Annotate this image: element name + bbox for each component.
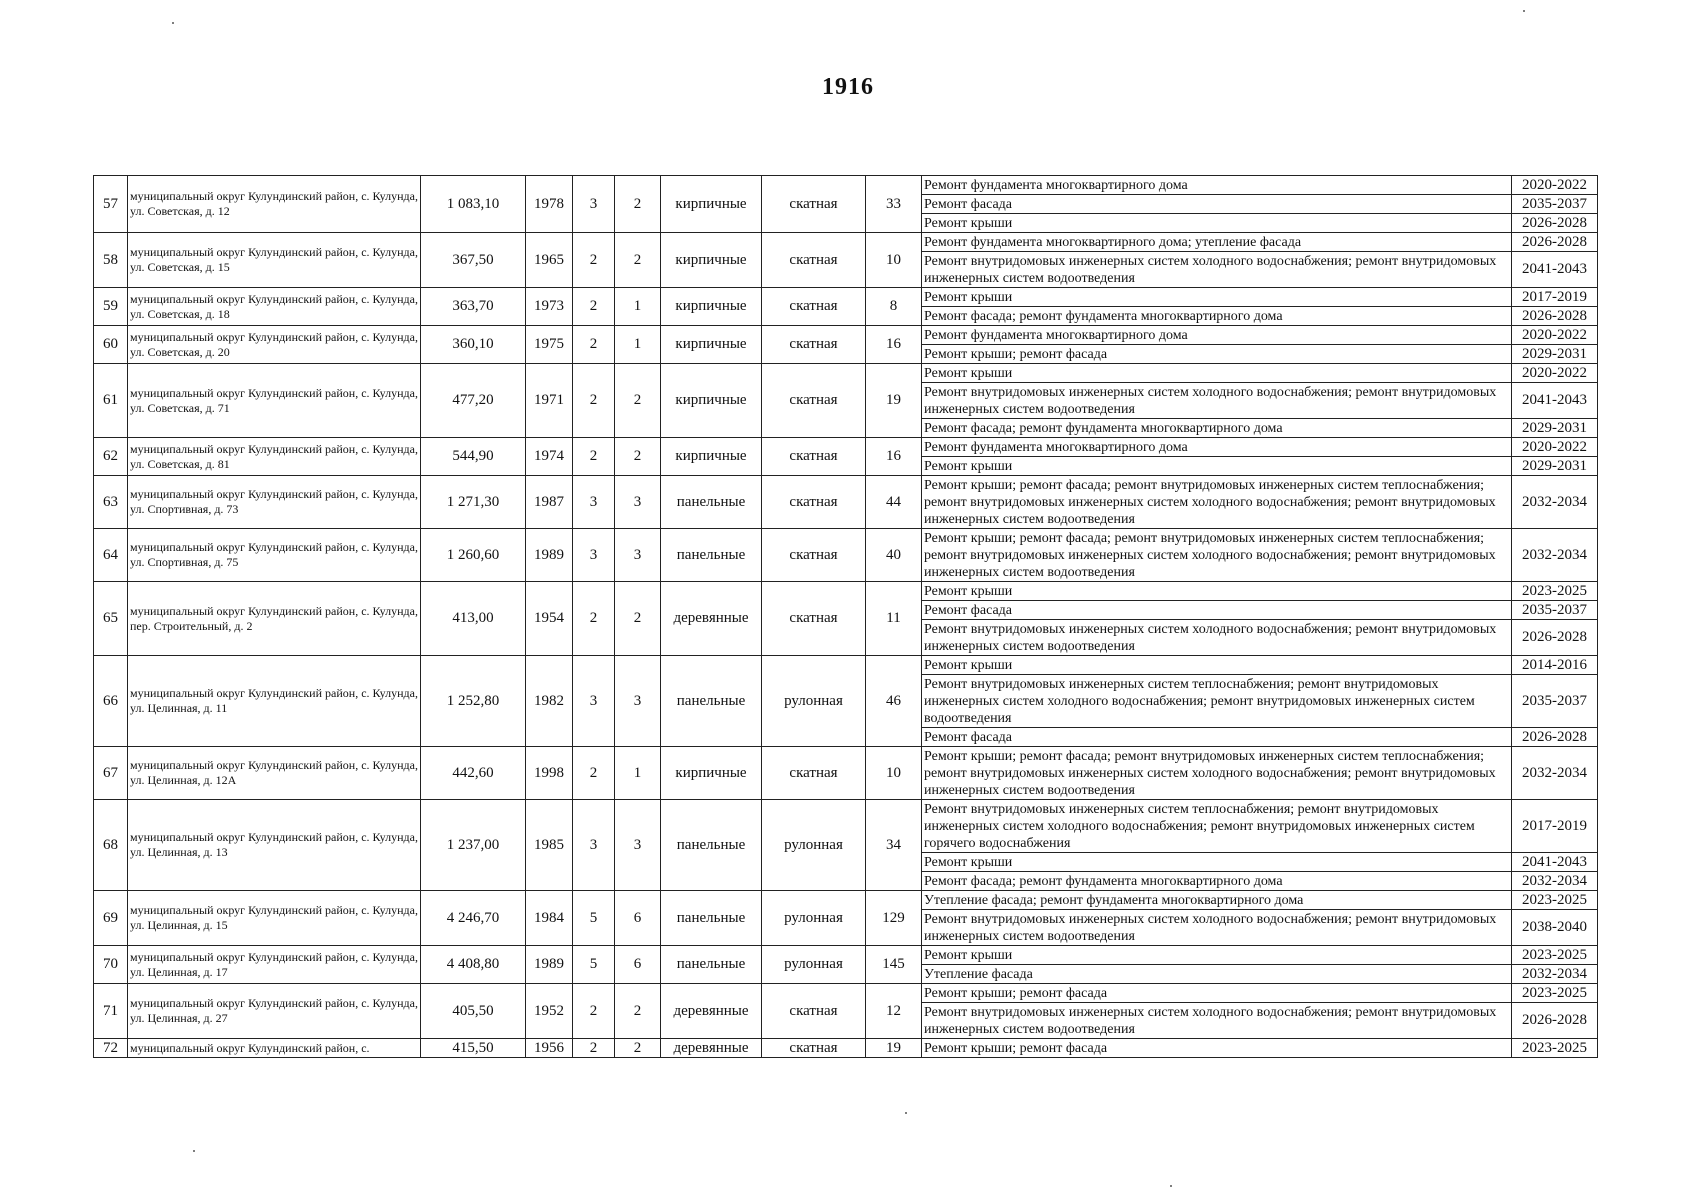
year-cell: 1965 — [526, 233, 573, 288]
roof-cell: скатная — [762, 476, 866, 529]
floors-cell: 3 — [573, 476, 615, 529]
period-cell: 2026-2028 — [1512, 307, 1598, 326]
table-row — [94, 891, 1598, 910]
row-number: 71 — [94, 984, 128, 1039]
roof-cell: скатная — [762, 984, 866, 1039]
walls-cell: кирпичные — [661, 747, 762, 800]
area-cell: 363,70 — [421, 288, 526, 326]
row-number: 67 — [94, 747, 128, 800]
entrances-cell: 6 — [615, 891, 661, 946]
roof-cell: скатная — [762, 288, 866, 326]
row-number: 65 — [94, 582, 128, 656]
work-type-cell: Ремонт крыши; ремонт фасада — [922, 1039, 1512, 1058]
period-cell: 2023-2025 — [1512, 946, 1598, 965]
year-cell: 1956 — [526, 1039, 573, 1058]
scan-speck — [1170, 1185, 1172, 1187]
row-number: 70 — [94, 946, 128, 984]
address-cell: муниципальный округ Кулундинский район, с. Кулунда, ул. Советская, д. 12 — [128, 176, 421, 233]
period-cell: 2023-2025 — [1512, 1039, 1598, 1058]
roof-cell: скатная — [762, 529, 866, 582]
scan-speck — [1523, 10, 1525, 12]
period-cell: 2023-2025 — [1512, 891, 1598, 910]
count-cell: 33 — [866, 176, 922, 233]
work-type-cell: Ремонт крыши — [922, 946, 1512, 965]
year-cell: 1982 — [526, 656, 573, 747]
area-cell: 442,60 — [421, 747, 526, 800]
period-cell: 2041-2043 — [1512, 853, 1598, 872]
entrances-cell: 1 — [615, 747, 661, 800]
work-type-cell: Ремонт фасада — [922, 601, 1512, 620]
floors-cell: 3 — [573, 529, 615, 582]
table-row — [94, 326, 1598, 345]
table-row — [94, 582, 1598, 601]
entrances-cell: 2 — [615, 364, 661, 438]
count-cell: 19 — [866, 1039, 922, 1058]
work-type-cell: Ремонт внутридомовых инженерных систем холодного водоснабжения; ремонт внутридомовых инженерных систем водоотведения — [922, 910, 1512, 946]
period-cell: 2029-2031 — [1512, 419, 1598, 438]
entrances-cell: 2 — [615, 1039, 661, 1058]
area-cell: 1 260,60 — [421, 529, 526, 582]
period-cell: 2026-2028 — [1512, 620, 1598, 656]
roof-cell: скатная — [762, 438, 866, 476]
work-type-cell: Ремонт крыши — [922, 214, 1512, 233]
address-cell: муниципальный округ Кулундинский район, с. Кулунда, ул. Целинная, д. 17 — [128, 946, 421, 984]
area-cell: 4 246,70 — [421, 891, 526, 946]
period-cell: 2032-2034 — [1512, 747, 1598, 800]
address-cell: муниципальный округ Кулундинский район, с. Кулунда, ул. Целинная, д. 13 — [128, 800, 421, 891]
floors-cell: 2 — [573, 288, 615, 326]
year-cell: 1954 — [526, 582, 573, 656]
floors-cell: 2 — [573, 364, 615, 438]
year-cell: 1952 — [526, 984, 573, 1039]
work-type-cell: Ремонт фундамента многоквартирного дома — [922, 438, 1512, 457]
year-cell: 1987 — [526, 476, 573, 529]
table-row — [94, 288, 1598, 307]
row-number: 72 — [94, 1039, 128, 1058]
period-cell: 2041-2043 — [1512, 252, 1598, 288]
year-cell: 1974 — [526, 438, 573, 476]
year-cell: 1971 — [526, 364, 573, 438]
roof-cell: скатная — [762, 747, 866, 800]
area-cell: 544,90 — [421, 438, 526, 476]
roof-cell: скатная — [762, 326, 866, 364]
floors-cell: 3 — [573, 800, 615, 891]
count-cell: 46 — [866, 656, 922, 747]
roof-cell: скатная — [762, 364, 866, 438]
work-type-cell: Ремонт крыши; ремонт фасада; ремонт внутридомовых инженерных систем теплоснабжения; ремонт внутридомовых инженерных систем холодного водоснабжения; ремонт внутридомовых инженерных систем водоотведения — [922, 529, 1512, 582]
address-cell: муниципальный округ Кулундинский район, с. Кулунда, ул. Советская, д. 18 — [128, 288, 421, 326]
walls-cell: кирпичные — [661, 233, 762, 288]
period-cell: 2020-2022 — [1512, 364, 1598, 383]
work-type-cell: Утепление фасада; ремонт фундамента многоквартирного дома — [922, 891, 1512, 910]
year-cell: 1998 — [526, 747, 573, 800]
table-row — [94, 1039, 1598, 1058]
work-type-cell: Ремонт внутридомовых инженерных систем холодного водоснабжения; ремонт внутридомовых инженерных систем водоотведения — [922, 383, 1512, 419]
period-cell: 2026-2028 — [1512, 233, 1598, 252]
work-type-cell: Ремонт внутридомовых инженерных систем теплоснабжения; ремонт внутридомовых инженерных систем холодного водоснабжения; ремонт внутридомовых инженерных систем горячего водоснабжения — [922, 800, 1512, 853]
work-type-cell: Ремонт крыши; ремонт фасада; ремонт внутридомовых инженерных систем теплоснабжения; ремонт внутридомовых инженерных систем холодного водоснабжения; ремонт внутридомовых инженерных систем водоотведения — [922, 476, 1512, 529]
period-cell: 2035-2037 — [1512, 601, 1598, 620]
table-row — [94, 747, 1598, 800]
walls-cell: кирпичные — [661, 288, 762, 326]
address-cell: муниципальный округ Кулундинский район, с. Кулунда, ул. Советская, д. 20 — [128, 326, 421, 364]
walls-cell: деревянные — [661, 1039, 762, 1058]
row-number: 62 — [94, 438, 128, 476]
roof-cell: рулонная — [762, 946, 866, 984]
walls-cell: панельные — [661, 800, 762, 891]
table-row — [94, 176, 1598, 195]
count-cell: 12 — [866, 984, 922, 1039]
roof-cell: скатная — [762, 233, 866, 288]
row-number: 58 — [94, 233, 128, 288]
address-cell: муниципальный округ Кулундинский район, с. Кулунда, ул. Спортивная, д. 75 — [128, 529, 421, 582]
floors-cell: 3 — [573, 656, 615, 747]
row-number: 59 — [94, 288, 128, 326]
area-cell: 1 237,00 — [421, 800, 526, 891]
period-cell: 2020-2022 — [1512, 326, 1598, 345]
period-cell: 2017-2019 — [1512, 288, 1598, 307]
entrances-cell: 1 — [615, 288, 661, 326]
roof-cell: рулонная — [762, 891, 866, 946]
period-cell: 2026-2028 — [1512, 728, 1598, 747]
year-cell: 1973 — [526, 288, 573, 326]
work-type-cell: Ремонт внутридомовых инженерных систем теплоснабжения; ремонт внутридомовых инженерных систем холодного водоснабжения; ремонт внутридомовых инженерных систем водоотведения — [922, 675, 1512, 728]
table-row — [94, 529, 1598, 582]
count-cell: 8 — [866, 288, 922, 326]
floors-cell: 3 — [573, 176, 615, 233]
table-row — [94, 476, 1598, 529]
page-number: 1916 — [822, 74, 874, 100]
work-type-cell: Ремонт внутридомовых инженерных систем холодного водоснабжения; ремонт внутридомовых инженерных систем водоотведения — [922, 1003, 1512, 1039]
period-cell: 2029-2031 — [1512, 457, 1598, 476]
floors-cell: 2 — [573, 326, 615, 364]
period-cell: 2032-2034 — [1512, 965, 1598, 984]
entrances-cell: 2 — [615, 176, 661, 233]
count-cell: 44 — [866, 476, 922, 529]
period-cell: 2026-2028 — [1512, 214, 1598, 233]
period-cell: 2035-2037 — [1512, 195, 1598, 214]
scan-speck — [193, 1150, 195, 1152]
floors-cell: 2 — [573, 233, 615, 288]
work-type-cell: Ремонт крыши — [922, 457, 1512, 476]
roof-cell: скатная — [762, 176, 866, 233]
count-cell: 19 — [866, 364, 922, 438]
year-cell: 1989 — [526, 529, 573, 582]
floors-cell: 2 — [573, 984, 615, 1039]
walls-cell: кирпичные — [661, 326, 762, 364]
address-cell: муниципальный округ Кулундинский район, с. Кулунда, ул. Советская, д. 81 — [128, 438, 421, 476]
table-row — [94, 800, 1598, 853]
floors-cell: 2 — [573, 438, 615, 476]
year-cell: 1984 — [526, 891, 573, 946]
address-cell: муниципальный округ Кулундинский район, с. Кулунда, ул. Советская, д. 15 — [128, 233, 421, 288]
work-type-cell: Ремонт фасада; ремонт фундамента многоквартирного дома — [922, 307, 1512, 326]
year-cell: 1985 — [526, 800, 573, 891]
capital-repair-table — [93, 175, 1598, 1058]
entrances-cell: 3 — [615, 800, 661, 891]
walls-cell: панельные — [661, 529, 762, 582]
roof-cell: рулонная — [762, 656, 866, 747]
walls-cell: деревянные — [661, 984, 762, 1039]
address-cell: муниципальный округ Кулундинский район, с. Кулунда, ул. Целинная, д. 27 — [128, 984, 421, 1039]
period-cell: 2032-2034 — [1512, 872, 1598, 891]
walls-cell: кирпичные — [661, 176, 762, 233]
address-cell: муниципальный округ Кулундинский район, с. Кулунда, пер. Строительный, д. 2 — [128, 582, 421, 656]
walls-cell: кирпичные — [661, 438, 762, 476]
table-row — [94, 233, 1598, 252]
work-type-cell: Ремонт фасада; ремонт фундамента многоквартирного дома — [922, 872, 1512, 891]
floors-cell: 5 — [573, 946, 615, 984]
row-number: 69 — [94, 891, 128, 946]
row-number: 57 — [94, 176, 128, 233]
address-cell: муниципальный округ Кулундинский район, с. Кулунда, ул. Спортивная, д. 73 — [128, 476, 421, 529]
roof-cell: скатная — [762, 1039, 866, 1058]
floors-cell: 5 — [573, 891, 615, 946]
period-cell: 2038-2040 — [1512, 910, 1598, 946]
count-cell: 16 — [866, 326, 922, 364]
area-cell: 405,50 — [421, 984, 526, 1039]
period-cell: 2020-2022 — [1512, 438, 1598, 457]
work-type-cell: Ремонт крыши — [922, 582, 1512, 601]
work-type-cell: Ремонт крыши; ремонт фасада; ремонт внутридомовых инженерных систем теплоснабжения; ремонт внутридомовых инженерных систем холодного водоснабжения; ремонт внутридомовых инженерных систем водоотведения — [922, 747, 1512, 800]
year-cell: 1989 — [526, 946, 573, 984]
year-cell: 1975 — [526, 326, 573, 364]
walls-cell: кирпичные — [661, 364, 762, 438]
area-cell: 477,20 — [421, 364, 526, 438]
work-type-cell: Ремонт фундамента многоквартирного дома; утепление фасада — [922, 233, 1512, 252]
area-cell: 1 083,10 — [421, 176, 526, 233]
entrances-cell: 3 — [615, 656, 661, 747]
period-cell: 2023-2025 — [1512, 984, 1598, 1003]
address-cell: муниципальный округ Кулундинский район, с. Кулунда, ул. Целинная, д. 15 — [128, 891, 421, 946]
row-number: 66 — [94, 656, 128, 747]
entrances-cell: 2 — [615, 984, 661, 1039]
address-cell: муниципальный округ Кулундинский район, с. — [128, 1039, 421, 1058]
row-number: 63 — [94, 476, 128, 529]
walls-cell: панельные — [661, 476, 762, 529]
floors-cell: 2 — [573, 747, 615, 800]
period-cell: 2032-2034 — [1512, 529, 1598, 582]
entrances-cell: 6 — [615, 946, 661, 984]
table-row — [94, 438, 1598, 457]
period-cell: 2041-2043 — [1512, 383, 1598, 419]
work-type-cell: Ремонт крыши; ремонт фасада — [922, 984, 1512, 1003]
row-number: 68 — [94, 800, 128, 891]
area-cell: 4 408,80 — [421, 946, 526, 984]
period-cell: 2026-2028 — [1512, 1003, 1598, 1039]
work-type-cell: Ремонт крыши — [922, 364, 1512, 383]
entrances-cell: 1 — [615, 326, 661, 364]
work-type-cell: Ремонт фундамента многоквартирного дома — [922, 326, 1512, 345]
count-cell: 16 — [866, 438, 922, 476]
period-cell: 2032-2034 — [1512, 476, 1598, 529]
period-cell: 2035-2037 — [1512, 675, 1598, 728]
walls-cell: панельные — [661, 946, 762, 984]
period-cell: 2023-2025 — [1512, 582, 1598, 601]
address-cell: муниципальный округ Кулундинский район, с. Кулунда, ул. Советская, д. 71 — [128, 364, 421, 438]
area-cell: 413,00 — [421, 582, 526, 656]
work-type-cell: Ремонт фасада; ремонт фундамента многоквартирного дома — [922, 419, 1512, 438]
walls-cell: панельные — [661, 891, 762, 946]
area-cell: 360,10 — [421, 326, 526, 364]
period-cell: 2029-2031 — [1512, 345, 1598, 364]
period-cell: 2014-2016 — [1512, 656, 1598, 675]
row-number: 64 — [94, 529, 128, 582]
work-type-cell: Ремонт фасада — [922, 728, 1512, 747]
row-number: 61 — [94, 364, 128, 438]
work-type-cell: Ремонт внутридомовых инженерных систем холодного водоснабжения; ремонт внутридомовых инженерных систем водоотведения — [922, 620, 1512, 656]
entrances-cell: 2 — [615, 582, 661, 656]
table-row — [94, 656, 1598, 675]
row-number: 60 — [94, 326, 128, 364]
work-type-cell: Ремонт крыши — [922, 288, 1512, 307]
count-cell: 34 — [866, 800, 922, 891]
entrances-cell: 2 — [615, 438, 661, 476]
entrances-cell: 2 — [615, 233, 661, 288]
table-row — [94, 364, 1598, 383]
address-cell: муниципальный округ Кулундинский район, с. Кулунда, ул. Целинная, д. 11 — [128, 656, 421, 747]
work-type-cell: Ремонт внутридомовых инженерных систем холодного водоснабжения; ремонт внутридомовых инженерных систем водоотведения — [922, 252, 1512, 288]
roof-cell: скатная — [762, 582, 866, 656]
work-type-cell: Ремонт крыши — [922, 853, 1512, 872]
count-cell: 11 — [866, 582, 922, 656]
count-cell: 10 — [866, 747, 922, 800]
count-cell: 40 — [866, 529, 922, 582]
area-cell: 415,50 — [421, 1039, 526, 1058]
table-row — [94, 984, 1598, 1003]
entrances-cell: 3 — [615, 529, 661, 582]
floors-cell: 2 — [573, 582, 615, 656]
area-cell: 1 271,30 — [421, 476, 526, 529]
work-type-cell: Ремонт крыши; ремонт фасада — [922, 345, 1512, 364]
walls-cell: панельные — [661, 656, 762, 747]
entrances-cell: 3 — [615, 476, 661, 529]
work-type-cell: Ремонт фасада — [922, 195, 1512, 214]
scan-speck — [905, 1112, 907, 1114]
work-type-cell: Ремонт фундамента многоквартирного дома — [922, 176, 1512, 195]
count-cell: 10 — [866, 233, 922, 288]
table-row — [94, 946, 1598, 965]
area-cell: 1 252,80 — [421, 656, 526, 747]
floors-cell: 2 — [573, 1039, 615, 1058]
year-cell: 1978 — [526, 176, 573, 233]
work-type-cell: Ремонт крыши — [922, 656, 1512, 675]
address-cell: муниципальный округ Кулундинский район, с. Кулунда, ул. Целинная, д. 12А — [128, 747, 421, 800]
work-type-cell: Утепление фасада — [922, 965, 1512, 984]
count-cell: 145 — [866, 946, 922, 984]
count-cell: 129 — [866, 891, 922, 946]
walls-cell: деревянные — [661, 582, 762, 656]
period-cell: 2020-2022 — [1512, 176, 1598, 195]
roof-cell: рулонная — [762, 800, 866, 891]
area-cell: 367,50 — [421, 233, 526, 288]
scan-speck — [172, 22, 174, 24]
period-cell: 2017-2019 — [1512, 800, 1598, 853]
